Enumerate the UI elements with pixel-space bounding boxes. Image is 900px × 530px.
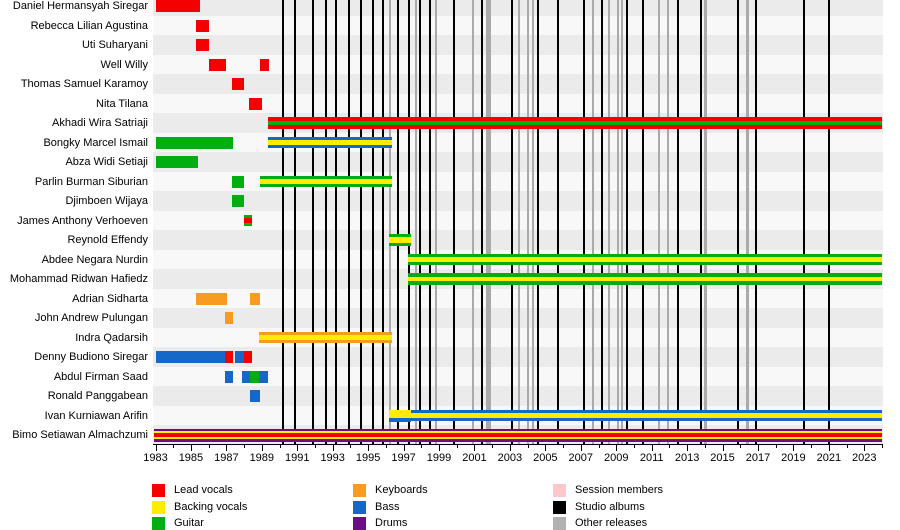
member-name: Daniel Hermansyah Siregar [12, 0, 148, 12]
member-name: Abdee Negara Nurdin [41, 253, 148, 266]
member-name: Ivan Kurniawan Arifin [44, 409, 148, 422]
axis-tick-label: 2017 [745, 452, 771, 464]
member-name: Bimo Setiawan Almachzumi [12, 429, 148, 441]
member-name: Bongky Marcel Ismail [43, 136, 148, 149]
member-name: Abdul Firman Saad [53, 370, 148, 383]
legend-label: Drums [375, 517, 408, 529]
member-name: Thomas Samuel Karamoy [20, 78, 148, 90]
axis-tick-label: 1983 [143, 452, 168, 464]
axis-tick-label: 1997 [391, 452, 416, 464]
legend-swatch-black [553, 501, 566, 514]
member-name: Abza Widi Setiaji [65, 156, 148, 168]
axis-tick-label: 1999 [426, 452, 452, 464]
member-name: Akhadi Wira Satriaji [52, 117, 148, 129]
axis-tick-label: 1987 [214, 452, 239, 464]
member-name: James Anthony Verhoeven [17, 214, 148, 227]
member-name: Reynold Effendy [67, 234, 148, 246]
member-name: Rebecca Lilian Agustina [30, 19, 148, 32]
member-name: Denny Budiono Siregar [34, 351, 148, 363]
legend-swatch-purple [353, 517, 366, 530]
legend-label: Guitar [174, 517, 204, 529]
axis-tick-label: 2019 [781, 452, 806, 464]
axis-tick-label: 2009 [603, 452, 629, 464]
legend-label: Keyboards [375, 484, 428, 496]
axis-tick-label: 2005 [533, 452, 558, 464]
member-name: Mohammad Ridwan Hafiedz [9, 273, 148, 285]
member-name: Ronald Panggabean [47, 390, 148, 402]
axis-tick-label: 2003 [497, 452, 523, 464]
legend-label: Other releases [575, 517, 648, 529]
axis-tick-label: 2023 [852, 452, 877, 464]
member-name: Nita Tilana [96, 97, 148, 110]
axis-tick-label: 2013 [674, 452, 700, 464]
member-name: Uti Suharyani [81, 39, 148, 51]
member-name: Parlin Burman Siburian [34, 175, 148, 188]
legend-swatch-pink [553, 484, 566, 497]
legend-swatch-orange [353, 484, 366, 497]
axis-tick-label: 2021 [816, 452, 842, 464]
member-name: Indra Qadarsih [75, 331, 148, 344]
member-name: Adrian Sidharta [72, 292, 148, 305]
member-name: John Andrew Pulungan [34, 312, 148, 324]
axis-tick-label: 1993 [320, 452, 345, 464]
legend-label: Bass [375, 500, 400, 513]
axis-tick-label: 1991 [285, 452, 310, 464]
member-name: Djimboen Wijaya [65, 195, 148, 207]
legend-label: Session members [575, 484, 664, 496]
legend-swatch-blue [353, 501, 366, 514]
member-name: Well Willy [100, 58, 148, 71]
legend-label: Backing vocals [174, 500, 248, 513]
legend-swatch-yellow [152, 501, 165, 514]
legend-swatch-gray [553, 517, 566, 530]
legend-label: Lead vocals [174, 484, 233, 496]
axis-tick-label: 1985 [178, 452, 204, 464]
axis-tick-label: 1989 [249, 452, 275, 464]
legend-label: Studio albums [575, 500, 645, 513]
axis-tick-label: 2011 [639, 452, 664, 464]
axis-tick-label: 2007 [568, 452, 593, 464]
axis-tick-label: 1995 [355, 452, 381, 464]
axis-tick-label: 2001 [462, 452, 487, 464]
axis-tick-label: 2015 [710, 452, 735, 464]
legend-swatch-red [152, 484, 165, 497]
legend-swatch-green [152, 517, 165, 530]
